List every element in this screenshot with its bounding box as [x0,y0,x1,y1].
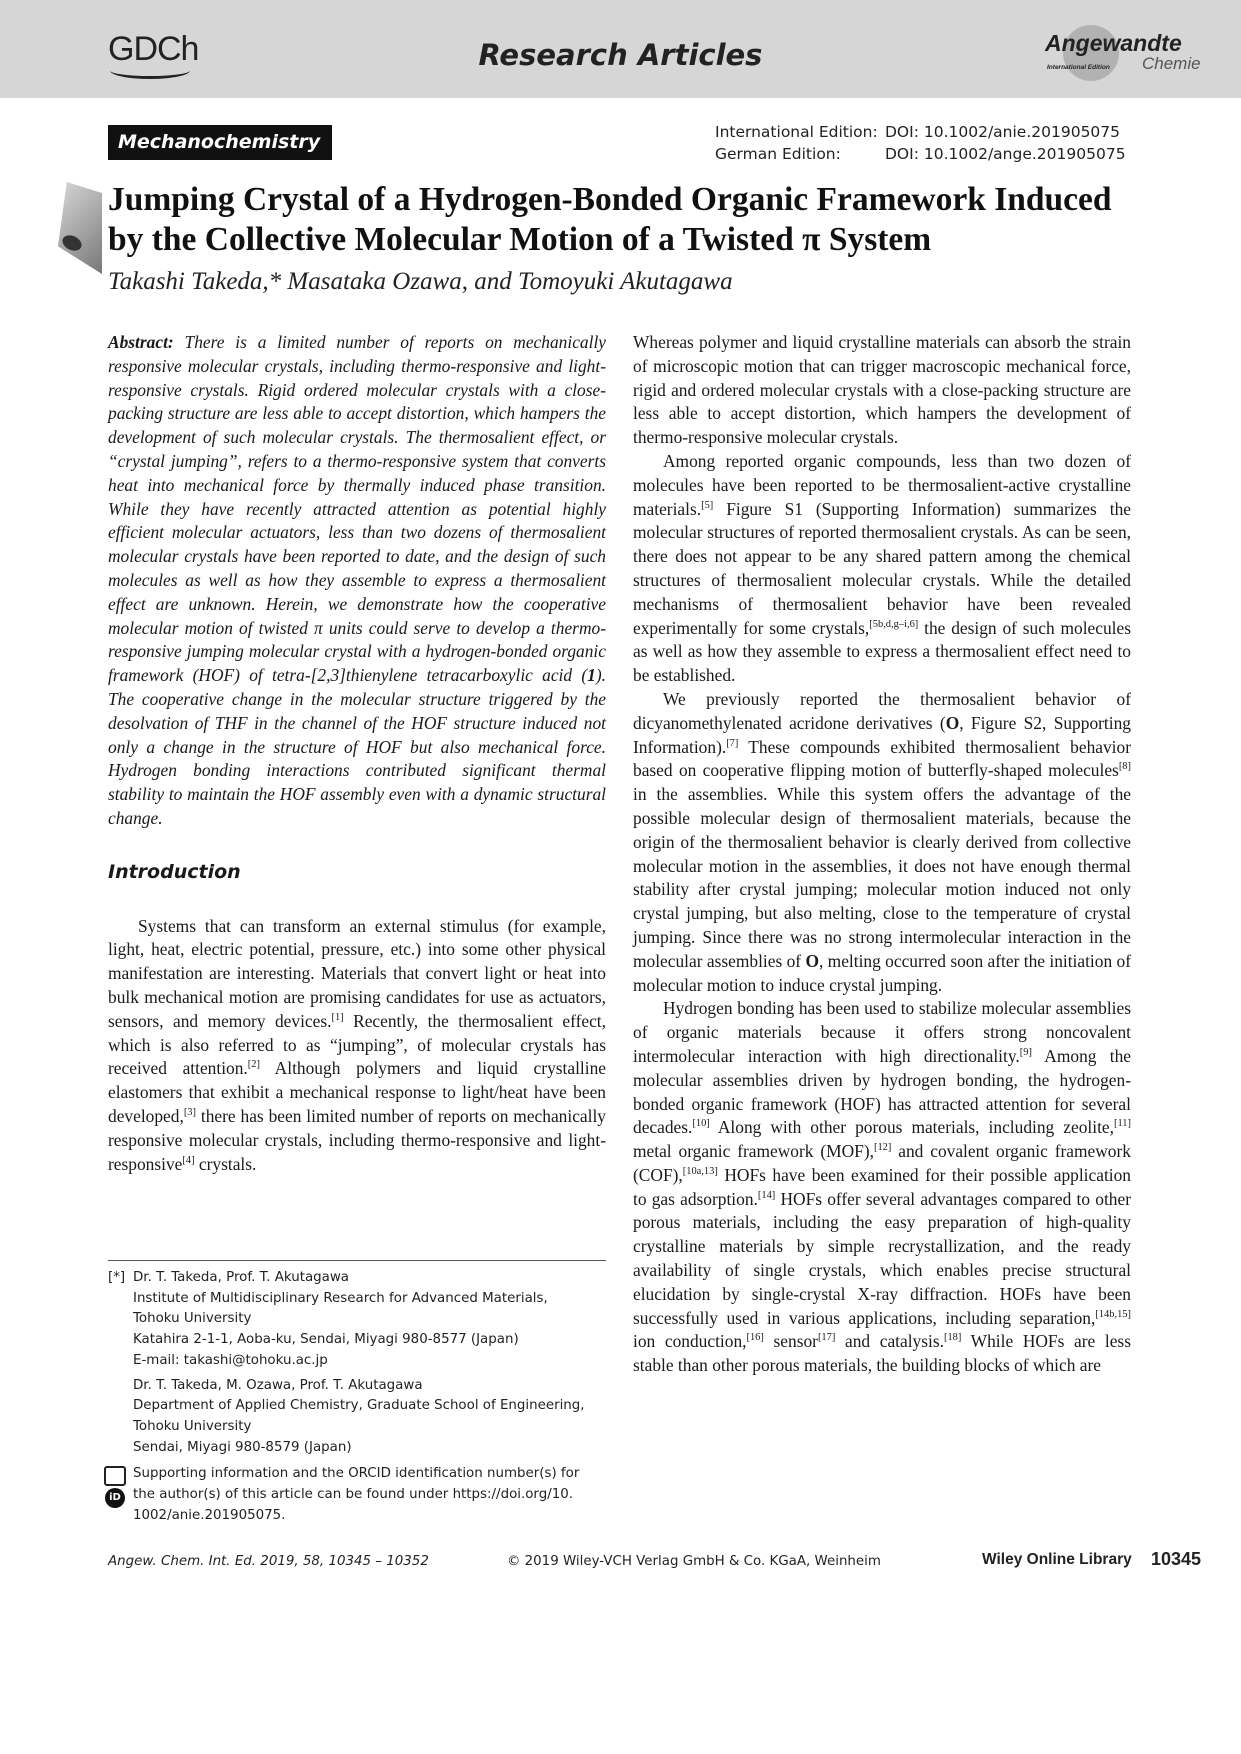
affiliation-line: Department of Applied Chemistry, Graduate School of Engineering, [133,1398,585,1414]
introduction [108,915,606,1177]
abstract-label: Abstract: [108,332,174,352]
affiliation-line: Dr. T. Takeda, Prof. T. Akutagawa [133,1270,350,1285]
footer-copyright: © 2019 Wiley-VCH Verlag GmbH & Co. KGaA, Weinheim [507,1554,881,1569]
text-span: ion conduction, [633,1331,747,1352]
text-span: Among reported organic compounds, less than two dozen of molecules have been reported to be thermosalient-active crystalline materials. [633,450,1131,519]
title-line-2: by the Collective Molecular Motion of a Twisted π System [108,221,932,258]
reference[interactable]: [7] [726,737,739,749]
reference[interactable]: [5b,d,g–i,6] [869,618,919,630]
section-heading: Research Articles [478,38,763,72]
reference[interactable]: [14b,15] [1095,1308,1131,1320]
text-span: Systems that can transform an external stimulus (for example, light, heat, electric potential, pressure, etc.) into some other physical manifestation are interesting. Materials that convert light or heat into bulk mechanical motion are promising candidates for use as actuators, sensors, and memory devices. [108,915,606,1031]
page-number: 10345 [1151,1549,1202,1569]
orcid-icon: iD [105,1488,125,1508]
author-list: Takashi Takeda,* Masataka Ozawa, and Tomoyuki Akutagawa [108,268,733,295]
footnotes [108,1268,606,1526]
affiliation-line: Katahira 2-1-1, Aoba-ku, Sendai, Miyagi 980-8577 (Japan) [133,1332,519,1348]
si-line: Supporting information and the ORCID identification number(s) for [133,1466,580,1482]
category-tag: Mechanochemistry [108,125,332,160]
reference[interactable]: [10a,13] [682,1166,718,1178]
abstract [108,331,606,831]
text-span: and catalysis. [835,1331,944,1352]
body-paragraph [633,450,1131,688]
affiliation-lines [133,1376,585,1459]
text-span: We previously reported the thermosalient behavior of dicyanomethylenated acridone derivatives ( [633,688,1131,733]
left-column [108,331,606,1176]
text-span: HOFs have been examined for their possible application to gas adsorption. [633,1164,1131,1209]
affiliation-line: Sendai, Miyagi 980-8579 (Japan) [133,1439,352,1455]
email-link[interactable]: E-mail: takashi@tohoku.ac.jp [133,1352,328,1368]
cover-thumbnail-icon [58,182,102,274]
reference[interactable]: [16] [746,1332,764,1344]
title-line-1: Jumping Crystal of a Hydrogen-Bonded Organic Framework Induced [108,181,1112,218]
reference[interactable]: [14] [757,1189,776,1201]
reference[interactable]: [9] [1019,1047,1032,1059]
footnote-divider [108,1260,606,1261]
affiliation-2 [108,1376,606,1459]
journal-logo-edition: International Edition [1047,64,1110,71]
text-span: HOFs offer several advantages compared to other porous materials, including the easy preparation of high-quality crystalline materials by simple recrystallization, and the ready availability of single crystals, which enables precise structural elucidation by single-crystal X-ray diffraction. HOFs have been successfully used in various applications, including separation, [633,1188,1131,1328]
doi-label: German Edition: [715,145,841,163]
article-title [108,180,1128,260]
body-paragraph: Whereas polymer and liquid crystalline materials can absorb the strain of microscopic motion that can trigger macroscopic mechanical force, rigid and ordered molecular crystals with a close-packing structure are less able to accept distortion, which hampers the development of thermo-responsive molecular crystals. [633,332,1131,448]
reference[interactable]: [17] [817,1332,836,1344]
abstract-text: ). The cooperative change in the molecular structure triggered by the desolvation of THF in the channel of the HOF structure induced not only a change in the structure of HOF but also mechanical force. Hydrogen bonding interactions contributed significant thermal stability to maintain the HOF assembly even with a dynamic structural change. [108,665,606,828]
body-paragraph [633,997,1131,1378]
text-span: While HOFs are less stable than other porous materials, the building blocks of which are [633,1331,1131,1376]
si-link[interactable]: the author(s) of this article can be found under https://doi.org/10. [133,1487,574,1503]
affiliation-lines [133,1268,548,1372]
reference[interactable]: [18] [943,1332,962,1344]
text-span: Recently, the thermosalient effect, which is also referred to as “jumping”, of molecular crystals has received attention. [108,1010,606,1079]
reference[interactable]: [4] [182,1154,195,1166]
text-span: there has been limited number of reports on mechanically responsive molecular crystals, including thermo-responsive and light-responsive [108,1105,606,1174]
compound-ref: O [805,950,819,971]
affiliation-line: Tohoku University [133,1311,252,1327]
abstract-text: There is a limited number of reports on mechanically responsive molecular crystals, including thermo-responsive and light-responsive crystals. Rigid ordered molecular crystals with a close-packing structure are less able to accept distortion, which hampers the development of such molecular crystals. The thermosalient effect, or “crystal jumping”, refers to a thermo-responsive system that converts heat into mechanical force by thermally induced phase transition. While they have recently attracted attention as potential highly efficient molecular actuators, less than two dozens of thermosalient molecular crystals have been reported to date, and the design of such molecules as well as how they assemble to express a thermosalient effect are unknown. Herein, we demonstrate how the cooperative molecular motion of twisted π units could serve to develop a thermo-responsive jumping molecular crystal with a hydrogen-bonded organic framework (HOF) of tetra-[2,3]thienylene tetracarboxylic acid ( [108,332,606,686]
affiliation-1 [108,1268,606,1372]
affiliation-line: Institute of Multidisciplinary Research for Advanced Materials, [133,1290,548,1306]
footnote-spacer [108,1376,133,1459]
intro-paragraph [108,915,606,1177]
reference[interactable]: [11] [1113,1118,1131,1130]
text-span: Hydrogen bonding has been used to stabilize molecular assemblies of organic materials because it offers strong noncovalent intermolecular interaction with high directionality. [633,998,1131,1066]
doi-link[interactable]: DOI: 10.1002/ange.201905075 [885,145,1126,163]
text-span: These compounds exhibited thermosalient behavior based on cooperative flipping motion of butterfly-shaped molecules [633,736,1131,781]
reference[interactable]: [2] [247,1059,260,1071]
text-span: Figure S1 (Supporting Information) summarizes the molecular structures of reported thermosalient crystals. As can be seen, there does not appear to be any shared pattern among the chemical structures of thermosalient molecular crystals. While the detailed mechanisms of thermosalient behavior have been revealed experimentally for some crystals, [633,498,1131,638]
text-span: and covalent organic framework (COF), [633,1141,1131,1185]
supporting-info-note [108,1464,606,1526]
footnote-mark: [*] [108,1270,126,1285]
introduction-heading: Introduction [108,860,241,883]
text-span: crystals. [194,1153,257,1174]
si-icons [108,1464,133,1526]
text-span: metal organic framework (MOF), [633,1141,874,1162]
gdch-logo: GDCh [108,30,199,68]
footer-library-link[interactable]: Wiley Online Library [982,1551,1132,1568]
supporting-info-icon [104,1466,126,1486]
reference[interactable]: [5] [701,499,714,511]
si-lines [133,1464,579,1526]
reference[interactable]: [3] [183,1107,196,1119]
doi-link[interactable]: DOI: 10.1002/anie.201905075 [885,123,1121,141]
text-span: the design of such molecules as well as how they assemble to express a thermosalient effect need to be established. [633,617,1131,686]
doi-row-international [715,121,1126,143]
text-span: Along with other porous materials, including zeolite, [709,1117,1114,1138]
right-column [633,331,1131,1378]
text-span: sensor [763,1331,818,1352]
reference[interactable]: [8] [1118,761,1131,773]
affiliation-line: Tohoku University [133,1418,252,1434]
journal-logo-title: Angewandte [1045,30,1182,56]
footer-citation: Angew. Chem. Int. Ed. 2019, 58, 10345 – 10352 [108,1554,429,1569]
body-paragraph [633,688,1131,997]
affiliation-line: Dr. T. Takeda, M. Ozawa, Prof. T. Akutagawa [133,1377,423,1393]
text-span: Although polymers and liquid crystalline elastomers that exhibit a mechanical response to light/heat have been developed, [108,1058,606,1126]
reference[interactable]: [10] [692,1118,710,1130]
doi-row-german [715,143,1126,165]
reference[interactable]: [1] [331,1011,344,1023]
doi-block [715,121,1126,165]
text-span: , melting occurred soon after the initiation of molecular motion to induce crystal jumping. [633,950,1131,995]
compound-ref: 1 [587,665,596,686]
text-span: , Figure S2, Supporting Information). [633,712,1131,757]
reference[interactable]: [12] [873,1142,892,1154]
journal-logo-subtitle: Chemie [1142,54,1201,73]
doi-label: International Edition: [715,123,878,141]
text-span: Among the molecular assemblies driven by hydrogen bonding, the hydrogen-bonded organic framework (HOF) has attracted attention for several decades. [633,1045,1132,1138]
text-span: in the assemblies. While this system offers the advantage of the possible molecular design of thermosalient materials, because the origin of the thermosalient behavior is clearly derived from collective molecular motion in the assemblies, it does not have enough thermal stability after crystal jumping; molecular motion induced not only crystal jumping, but also melting, close to the temperature of crystal jumping. Since there was no strong intermolecular interaction in the molecular assemblies of [633,784,1131,971]
si-link[interactable]: 1002/anie.201905075. [133,1507,286,1523]
compound-ref: O [945,712,960,733]
